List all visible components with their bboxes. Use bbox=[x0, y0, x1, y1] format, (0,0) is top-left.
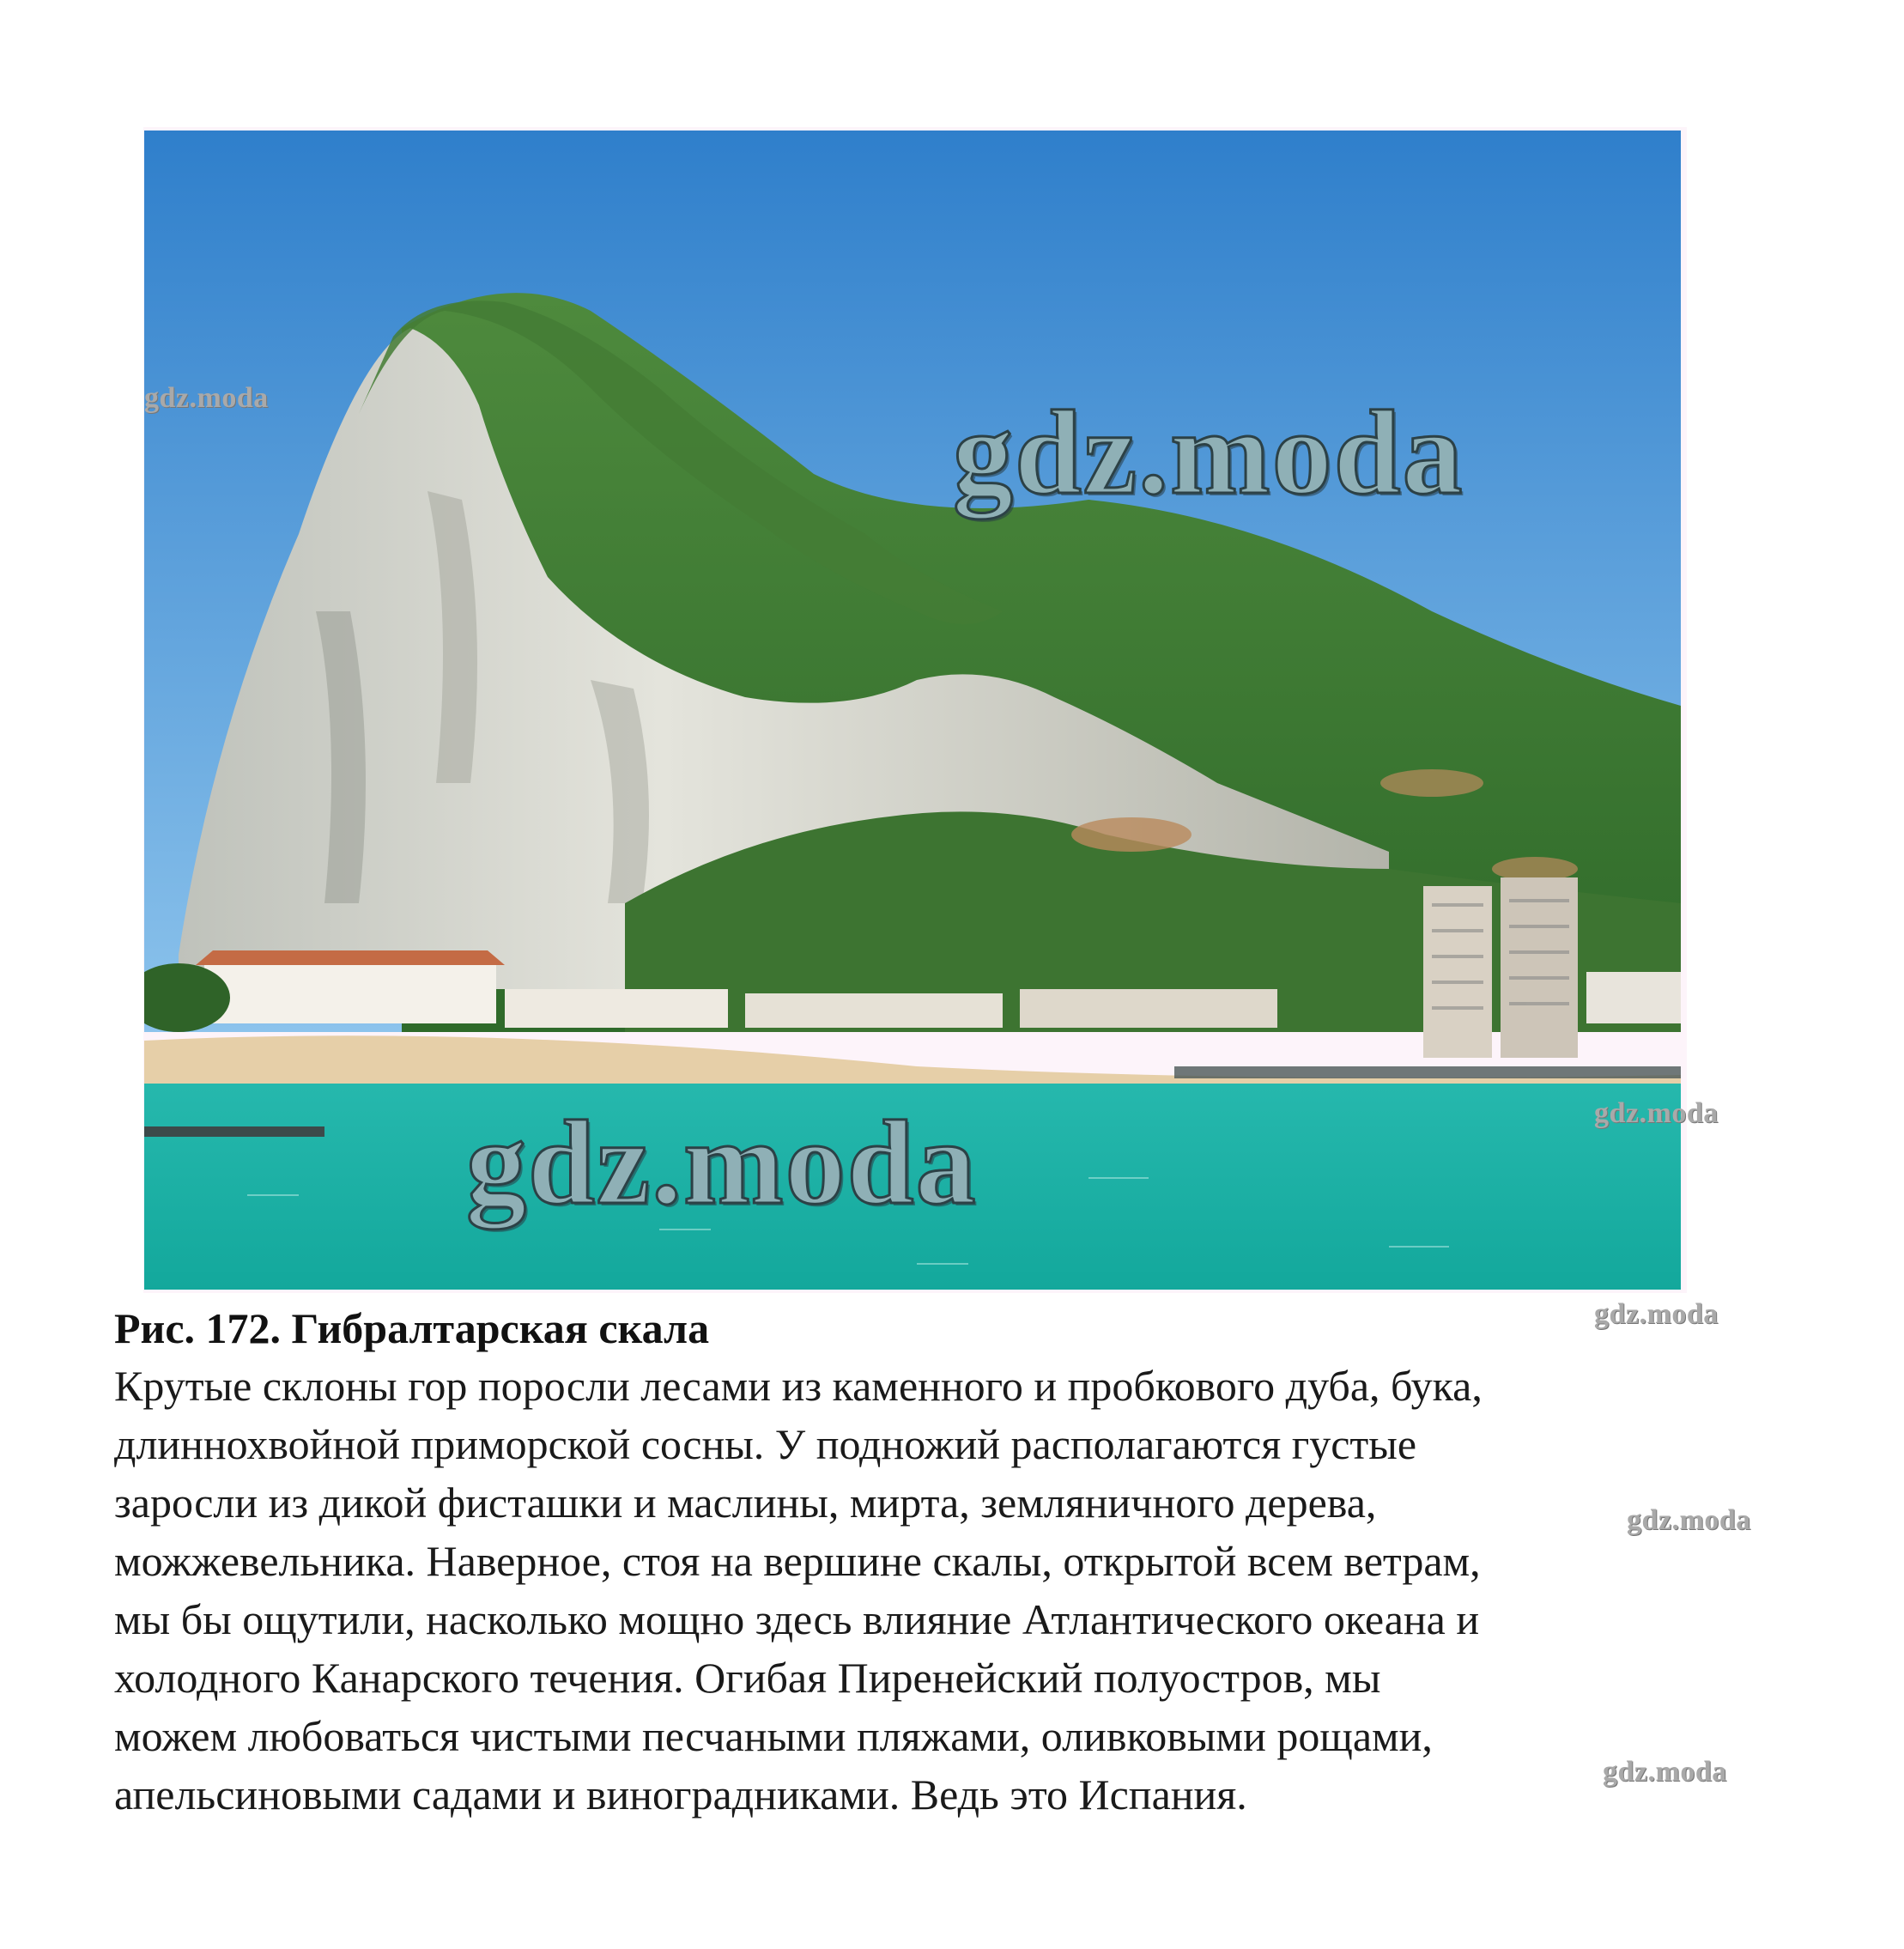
watermark-text: gdz.moda bbox=[1603, 1756, 1727, 1788]
body-line: длиннохвойной приморской сосны. У подножий располагаются густые bbox=[114, 1420, 1417, 1468]
watermark-text: gdz.moda bbox=[144, 382, 269, 414]
watermark-text-large: gdz.moda bbox=[953, 386, 1464, 519]
body-paragraph bbox=[114, 1357, 1797, 1824]
body-line: Крутые склоны гор поросли лесами из каменного и пробкового дуба, бука, bbox=[114, 1362, 1483, 1410]
body-line: апельсиновыми садами и виноградниками. Ведь это Испания. bbox=[114, 1770, 1247, 1818]
body-line: можем любоваться чистыми песчаными пляжами, оливковыми рощами, bbox=[114, 1712, 1433, 1760]
figure-caption: Рис. 172. Гибралтарская скала bbox=[114, 1304, 710, 1352]
watermark-text: gdz.moda bbox=[1594, 1097, 1719, 1129]
body-line: заросли из дикой фисташки и маслины, мирта, земляничного дерева, bbox=[114, 1478, 1377, 1527]
body-line: холодного Канарского течения. Огибая Пиренейский полуостров, мы bbox=[114, 1654, 1381, 1702]
watermark-text: gdz.moda bbox=[1627, 1504, 1751, 1536]
body-line: можжевельника. Наверное, стоя на вершине скалы, открытой всем ветрам, bbox=[114, 1537, 1481, 1585]
body-line: мы бы ощутили, насколько мощно здесь влияние Атлантического океана и bbox=[114, 1595, 1480, 1643]
watermark-text-large: gdz.moda bbox=[466, 1096, 978, 1230]
watermark-text: gdz.moda bbox=[1594, 1298, 1719, 1330]
